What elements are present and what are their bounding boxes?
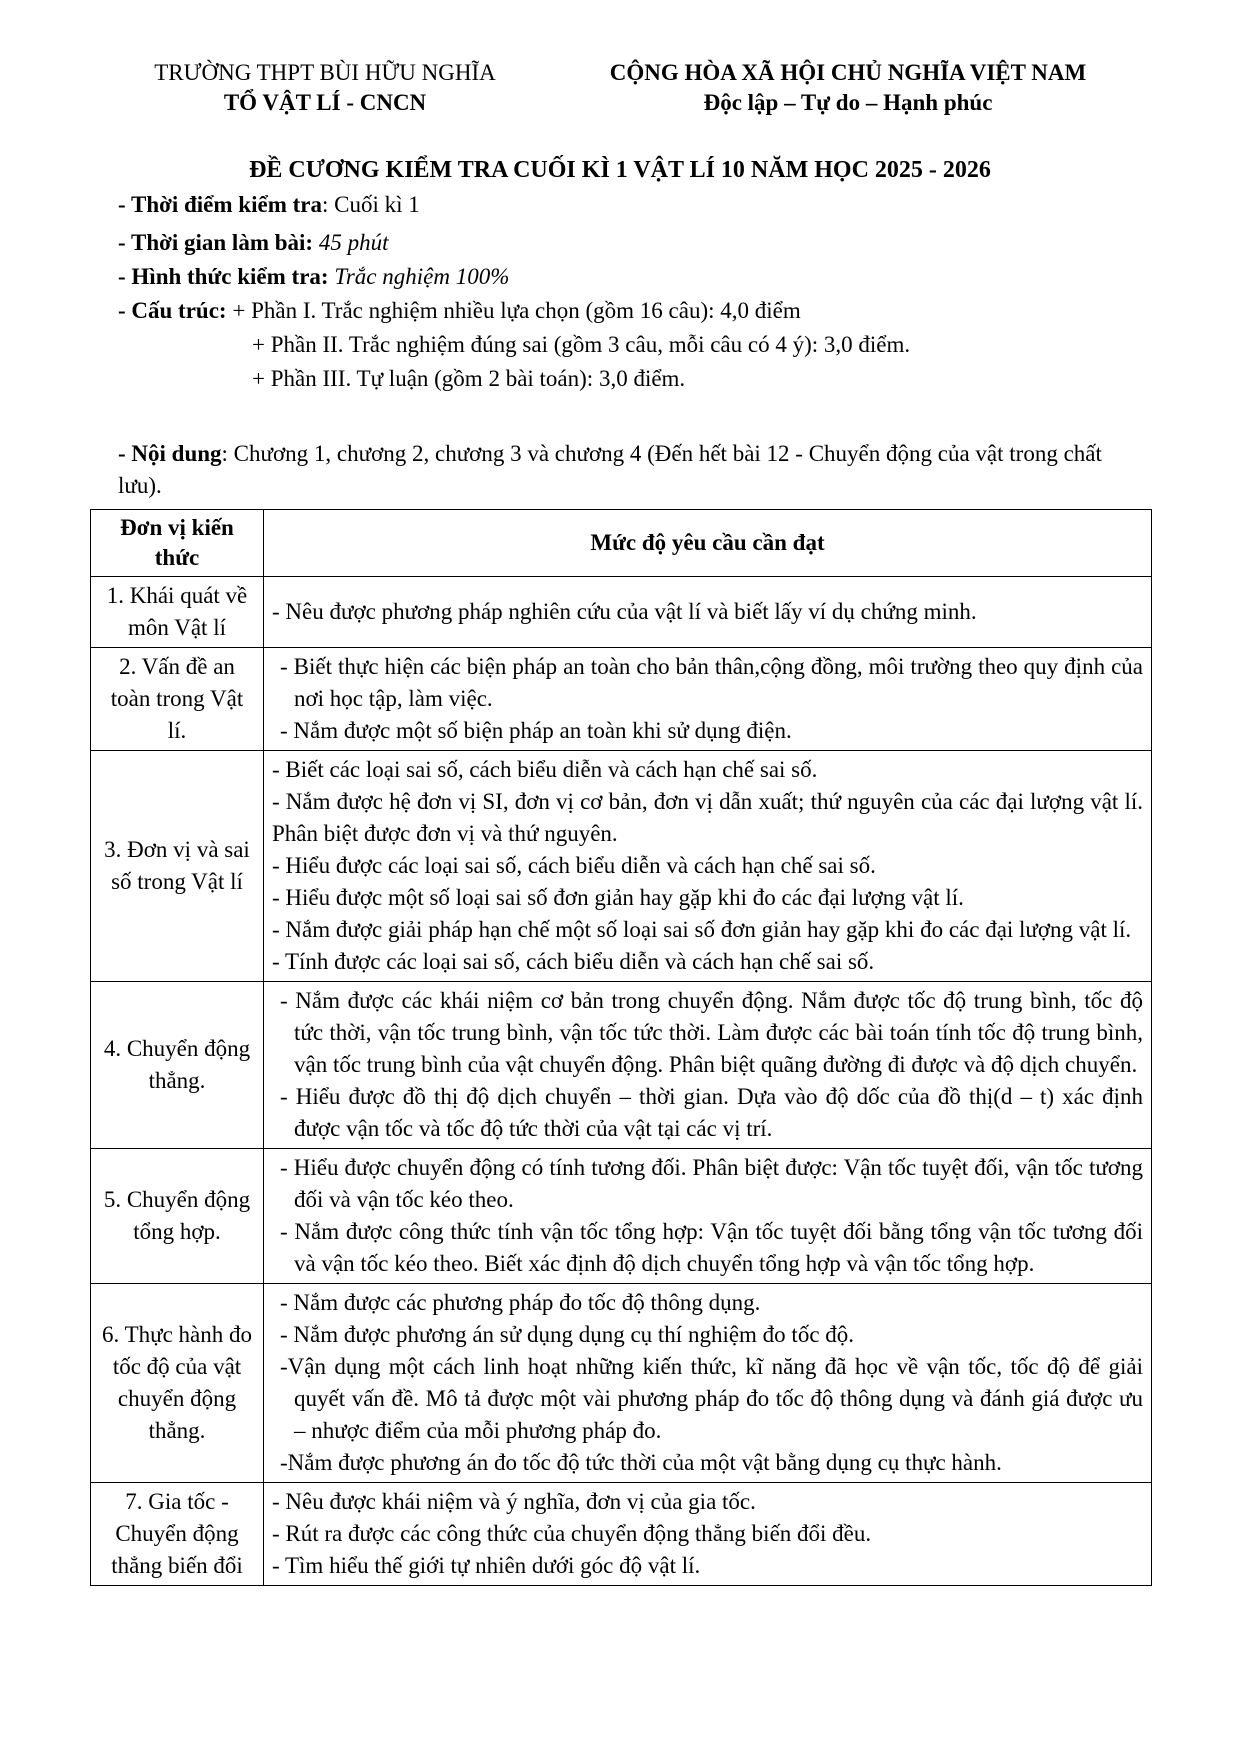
requirements-cell	[264, 1284, 1152, 1483]
knowledge-unit-cell: 2. Vấn đề an toàn trong Vật lí.	[91, 648, 264, 751]
knowledge-unit-cell: 3. Đơn vị và sai số trong Vật lí	[91, 751, 264, 982]
content-line	[118, 438, 1148, 502]
table-row	[91, 982, 1152, 1149]
requirement-item: - Nêu được khái niệm và ý nghĩa, đơn vị của gia tốc.	[272, 1489, 756, 1514]
requirement-item: - Nắm được phương án sử dụng dụng cụ thí nghiệm đo tốc độ.	[280, 1322, 855, 1347]
structure-item-3: + Phần III. Tự luận (gồm 2 bài toán): 3,0 điểm.	[252, 366, 686, 391]
requirements-cell	[264, 1149, 1152, 1284]
duration-line	[118, 226, 1148, 260]
nation-name: CỘNG HÒA XÃ HỘI CHỦ NGHĨA VIỆT NAM	[609, 60, 1087, 85]
requirement-item: - Hiểu được đồ thị độ dịch chuyển – thời gian. Dựa vào độ dốc của đồ thị(d – t) xác định được vận tốc và tốc độ tức thời của vật tại các vị trí.	[280, 1084, 1143, 1141]
requirement-item: - Hiểu được chuyển động có tính tương đối. Phân biệt được: Vận tốc tuyệt đối, vận tốc tương đối và vận tốc kéo theo.	[280, 1155, 1143, 1212]
requirement-item: - Hiểu được các loại sai số, cách biểu diễn và cách hạn chế sai số.	[272, 853, 876, 878]
requirement-item: - Nắm được các phương pháp đo tốc độ thông dụng.	[280, 1290, 761, 1315]
table-row	[91, 577, 1152, 648]
requirement-item: - Biết thực hiện các biện pháp an toàn cho bản thân,cộng đồng, môi trường theo quy định của nơi học tập, làm việc.	[280, 654, 1143, 711]
requirement-item: - Hiểu được một số loại sai số đơn giản hay gặp khi đo các đại lượng vật lí.	[272, 885, 964, 910]
department-name: TỔ VẬT LÍ - CNCN	[223, 90, 427, 115]
duration-value: 45 phút	[318, 230, 389, 255]
format-line	[118, 260, 1148, 294]
table-header-row	[91, 510, 1152, 577]
exam-time-value: : Cuối kì 1	[321, 192, 420, 217]
national-header	[548, 58, 1148, 118]
page-title: ĐỀ CƯƠNG KIỂM TRA CUỐI KÌ 1 VẬT LÍ 10 NĂM HỌC 2025 - 2026	[249, 157, 991, 183]
requirements-cell	[264, 751, 1152, 982]
requirements-table	[90, 509, 1152, 1586]
table-row	[91, 1149, 1152, 1284]
knowledge-unit-cell: 6. Thực hành đo tốc độ của vật chuyển động thẳng.	[91, 1284, 264, 1483]
table-row	[91, 648, 1152, 751]
school-header	[110, 58, 540, 118]
requirements-cell	[264, 1483, 1152, 1586]
requirement-item: - Rút ra được các công thức của chuyển động thẳng biến đổi đều.	[272, 1521, 872, 1546]
structure-item-2: + Phần II. Trắc nghiệm đúng sai (gồm 3 câu, mỗi câu có 4 ý): 3,0 điểm.	[252, 332, 911, 357]
requirement-item: - Tìm hiểu thế giới tự nhiên dưới góc độ vật lí.	[272, 1553, 701, 1578]
knowledge-unit-cell: 4. Chuyển động thẳng.	[91, 982, 264, 1149]
requirement-item: -Nắm được phương án đo tốc độ tức thời của một vật bằng dụng cụ thực hành.	[280, 1450, 1002, 1475]
requirements-cell	[264, 982, 1152, 1149]
exam-time-line	[118, 188, 1148, 222]
knowledge-unit-cell: 7. Gia tốc - Chuyển động thẳng biến đổi	[91, 1483, 264, 1586]
requirement-item: - Nắm được hệ đơn vị SI, đơn vị cơ bản, đơn vị dẫn xuất; thứ nguyên của các đại lượng vật lí. Phân biệt được đơn vị và thứ nguyên.	[272, 789, 1143, 846]
knowledge-unit-cell: 5. Chuyển động tổng hợp.	[91, 1149, 264, 1284]
requirement-item: - Biết các loại sai số, cách biểu diễn và cách hạn chế sai số.	[272, 757, 818, 782]
table-row	[91, 1483, 1152, 1586]
format-value: Trắc nghiệm 100%	[334, 264, 510, 289]
requirement-item: - Nắm được công thức tính vận tốc tổng hợp: Vận tốc tuyệt đối bằng tổng vận tốc tương đối và vận tốc kéo theo. Biết xác định độ dịch chuyển tổng hợp và vận tốc tổng hợp.	[280, 1219, 1143, 1276]
table-row	[91, 1284, 1152, 1483]
header-requirements: Mức độ yêu cầu cần đạt	[264, 510, 1152, 577]
header-unit: Đơn vị kiến thức	[91, 510, 264, 577]
format-label: - Hình thức kiểm tra:	[118, 264, 329, 289]
requirement-item: - Nắm được một số biện pháp an toàn khi sử dụng điện.	[280, 718, 792, 743]
exam-time-label: - Thời điểm kiểm tra	[118, 192, 322, 217]
knowledge-unit-cell: 1. Khái quát về môn Vật lí	[91, 577, 264, 648]
structure-line	[118, 294, 1148, 328]
content-label: - Nội dung	[118, 441, 222, 466]
requirement-item: - Nắm được giải pháp hạn chế một số loại sai số đơn giản hay gặp khi đo các đại lượng vật lí.	[272, 917, 1132, 942]
requirement-item: - Tính được các loại sai số, cách biểu diễn và cách hạn chế sai số.	[272, 949, 875, 974]
table-body	[91, 577, 1152, 1586]
content-value: : Chương 1, chương 2, chương 3 và chương 4 (Đến hết bài 12 - Chuyển động của vật trong chất lưu).	[118, 441, 1102, 498]
requirements-cell	[264, 648, 1152, 751]
school-name: TRƯỜNG THPT BÙI HỮU NGHĨA	[154, 60, 496, 85]
requirement-item: - Nắm được các khái niệm cơ bản trong chuyển động. Nắm được tốc độ trung bình, tốc độ tức thời, vận tốc trung bình, vận tốc tức thời. Làm được các bài toán tính tốc độ trung bình, vận tốc trung bình của vật chuyển động. Phân biệt quãng đường đi được và độ dịch chuyển.	[280, 988, 1143, 1077]
requirement-item: - Nêu được phương pháp nghiên cứu của vật lí và biết lấy ví dụ chứng minh.	[272, 599, 977, 624]
requirements-cell	[264, 577, 1152, 648]
structure-label: - Cấu trúc:	[118, 298, 227, 323]
requirement-item: -Vận dụng một cách linh hoạt những kiến thức, kĩ năng đã học về vận tốc, tốc độ để giải quyết vấn đề. Mô tả được một vài phương pháp đo tốc độ thông dụng và đánh giá được ưu – nhược điểm của mỗi phương pháp đo.	[280, 1354, 1143, 1443]
table-row	[91, 751, 1152, 982]
duration-label: - Thời gian làm bài:	[118, 230, 314, 255]
national-motto: Độc lập – Tự do – Hạnh phúc	[703, 90, 993, 115]
structure-item-1: + Phần I. Trắc nghiệm nhiều lựa chọn (gồm 16 câu): 4,0 điểm	[232, 298, 801, 323]
